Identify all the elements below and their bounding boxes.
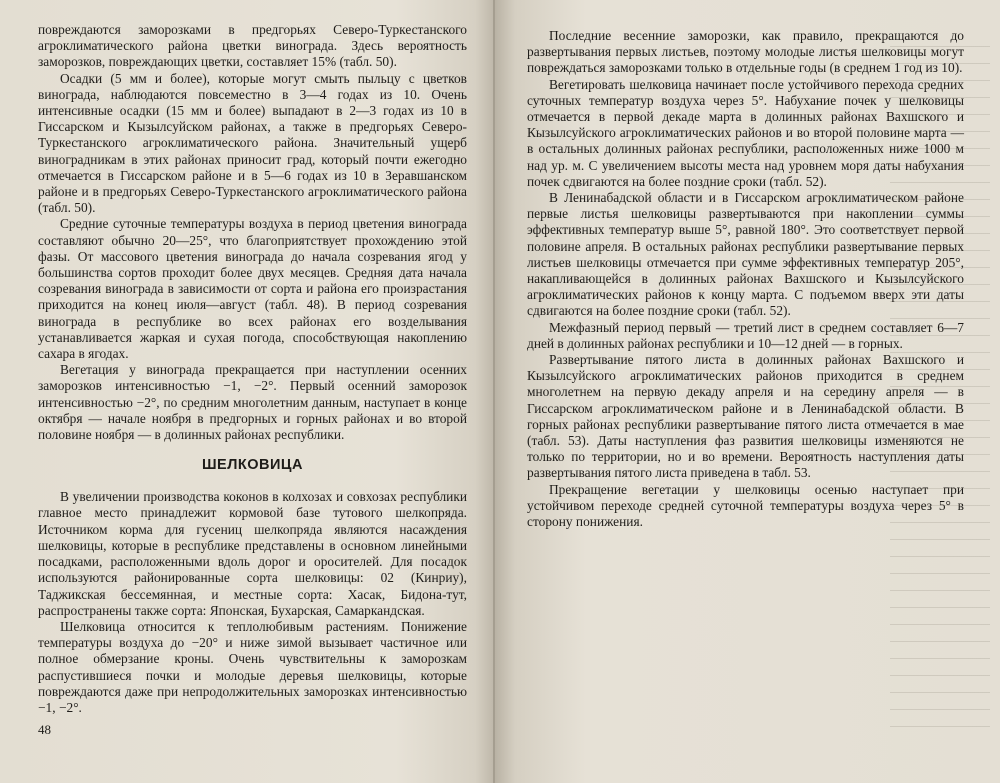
paragraph: Осадки (5 мм и более), которые могут смыть пыльцу с цветков винограда, наблюдаются повсеместно в 3—4 годах из 10. Очень интенсивные осадки (15 мм и более) выпадают в 2—3 годах из 10 в Гиссарском и Кызылсуйском районах, а также в предгорьях Северо-Туркестанского агроклиматического района. Значительный ущерб виноградникам в этих районах приносит град, который почти ежегодно отмечается в Гиссарском районе и в 5—6 годах из 10 в Зеравшанском районе и в предгорьях Северо-Туркестанского агроклиматического района (табл. 50). — [38, 70, 467, 216]
paragraph: Развертывание пятого листа в долинных районах Вахшского и Кызылсуйского агроклиматических районов приходится в среднем многолетнем на первую декаду апреля и на середину апреля — в Гиссарском агроклиматическом районе и в Ленинабадской области. В горных районах республики развертывание пятого листа отмечается в мае (табл. 53). Даты наступления фаз развития шелковицы изменяются не только по территории, но и во времени. Вероятность наступления даты развертывания пятого листа приведена в табл. 53. — [527, 352, 964, 481]
right-page — [495, 0, 1000, 783]
paragraph: Средние суточные температуры воздуха в период цветения винограда составляют обычно 20—25°, что благоприятствует прохождению этой фазы. От массового цветения винограда до начала созревания ягод у большинства сортов проходит более двух месяцев. Средняя дата начала созревания винограда в зависимости от сорта и района его произрастания приходится на конец июля—август (табл. 48). В период созревания винограда в республике во всех районах его возделывания устанавливается жаркая и сухая погода, способствующая накоплению сахара в ягодах. — [38, 216, 467, 362]
bleed-through-table — [890, 30, 990, 730]
section-heading: ШЕЛКОВИЦА — [201, 457, 303, 474]
paragraph: Последние весенние заморозки, как правило, прекращаются до развертывания первых листьев, поэтому молодые листья шелковицы могут повреждаться заморозками только в отдельные годы (в среднем 1 год из 10). — [527, 28, 964, 76]
paragraph: В увеличении производства коконов в колхозах и совхозах республики главное место принадлежит кормовой базе тутового шелкопряда. Источником корма для гусениц шелкопряда являются насаждения шелковицы, которые в республике представлены в основном линейными посадками, расположенными вдоль дорог и оросителей. Для посадок используются районированные сорта шелковицы: 02 (Кинриу), Таджикская бессемянная, и местные сорта: Хасак, Бидона-тут, распространены также сорта: Японская, Бухарская, Самаркандская. — [38, 489, 467, 618]
page-number: 48 — [38, 722, 51, 737]
paragraph: В Ленинабадской области и в Гиссарском агроклиматическом районе первые листья шелковицы развертываются при накоплении суммы эффективных температур выше 5°, равной 180°. Это соответствует первой половине апреля. В остальных районах республики развертывание первых листьев шелковицы отмечается при сумме эффективных температур 205°, накапливающейся в долинных районах Вахшского и Кызылсуйского агроклиматических районов к концу марта. С подъемом вверх эти даты сдвигаются на более поздние сроки (табл. 52). — [527, 190, 964, 319]
paragraph: Вегетировать шелковица начинает после устойчивого перехода средних суточных температур воздуха через 5°. Набухание почек у шелковицы отмечается в первой декаде марта в долинных районах Вахшского и Кызылсуйского агроклиматических районов и во второй половине марта — в остальных долинных районах республики, расположенных ниже 1000 м над ур. м. С увеличением высоты места над уровнем моря даты набухания почек сдвигаются на более поздние сроки (табл. 52). — [527, 76, 964, 189]
paragraph: Шелковица относится к теплолюбивым растениям. Понижение температуры воздуха до −20° и ниже зимой вызывает частичное или полное обмерзание кроны. Очень чувствительны к заморозкам распустившиеся почки и молодые деревья шелковицы, которые повреждаются даже при непродолжительных заморозках интенсивностью −1, −2°. — [38, 618, 467, 715]
left-page — [0, 0, 495, 783]
paragraph: Вегетация у винограда прекращается при наступлении осенних заморозков интенсивностью −1, −2°. Первый осенний заморозок интенсивностью −2°, по средним многолетним данным, наступает в конце октября — начале ноября в предгорных и горных районах и во второй половине ноября — в долинных районах республики. — [38, 362, 467, 443]
paragraph: Межфазный период первый — третий лист в среднем составляет 6—7 дней в долинных районах республики и 10—12 дней — в горных. — [527, 319, 964, 351]
paragraph: Прекращение вегетации у шелковицы осенью наступает при устойчивом переходе средней суточной температуры воздуха через 5° в сторону понижения. — [527, 481, 964, 530]
paragraph: повреждаются заморозками в предгорьях Северо-Туркестанского агроклиматического района цветки винограда. Здесь вероятность заморозков, повреждающих цветки, составляет 15% (табл. 50). — [38, 22, 467, 70]
